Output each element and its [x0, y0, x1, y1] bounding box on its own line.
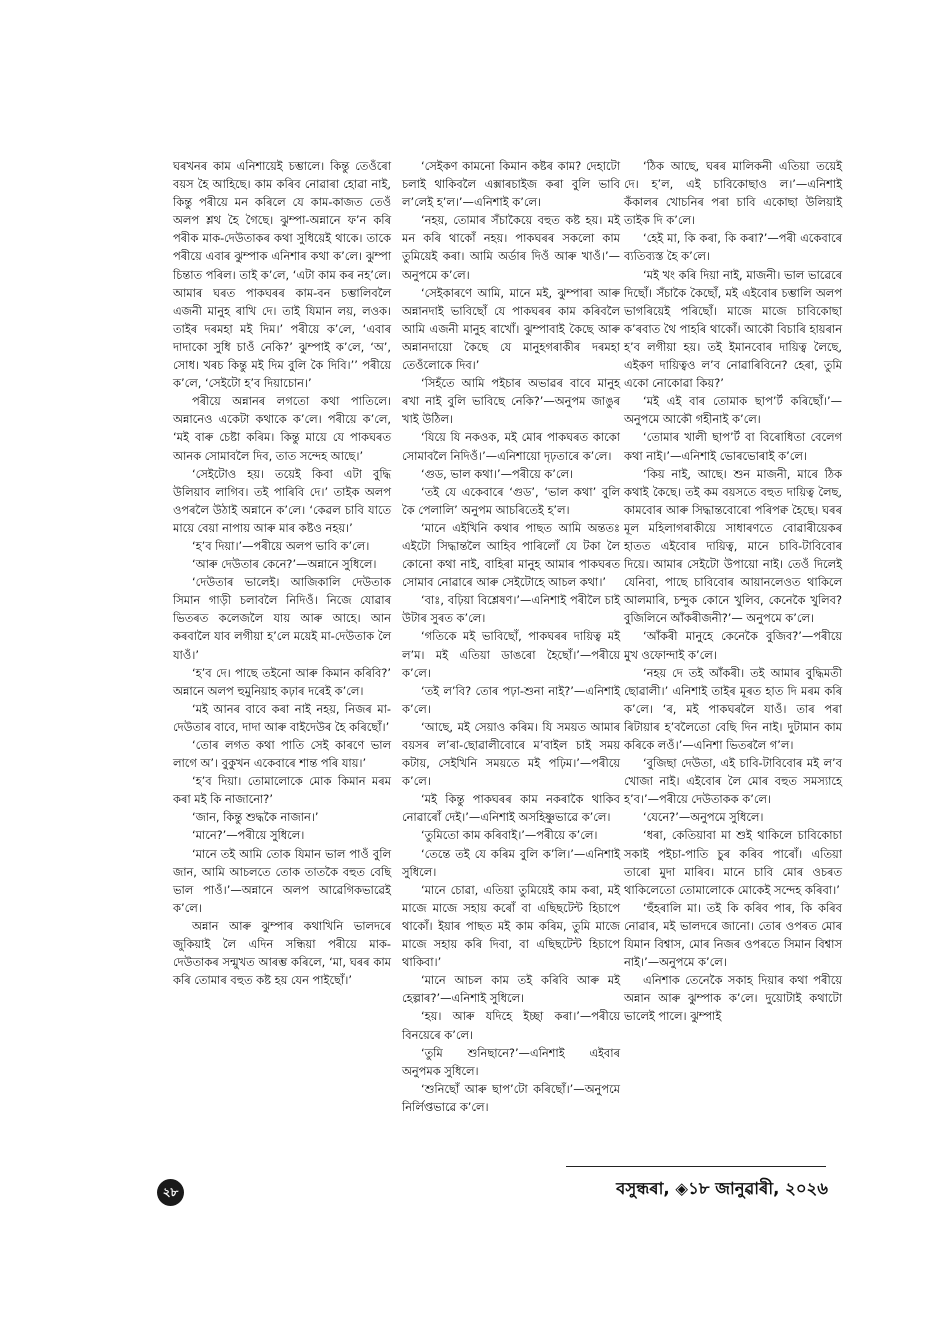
paragraph: ‘সিহঁতে আমি পইচাৰ অভাৱৰ বাবে মানুহ ৰখা নাই বুলি ভাবিছে নেকি?’—অনুপম জাঙুৰ খাই উঠিল।	[402, 376, 620, 427]
paragraph: ‘তেন্তে তই যে কৰিম বুলি ক’লি।’—এনিশাই সুধিলে।	[402, 846, 620, 879]
paragraph: ‘সেইকণ কামনো কিমান কষ্টৰ কাম? দেহাটো চলাই থাকিবলৈ এক্সাৰচাইজ কৰা বুলি ভাবি ল’লেই হ’ল।’—এনিশাই ক’লে।	[402, 159, 620, 210]
paragraph: অন্নান আৰু ঝুম্পাৰ কথাখিনি ভালদৰে জুকিয়াই লৈ এদিন সন্ধিয়া পৰীয়ে মাক-দেউতাকৰ সন্মুখত আৰম্ভ কৰিলে, ‘মা, ঘৰৰ কাম কৰি তোমাৰ বহুত কষ্ট হয় যেন পাইছোঁ।’	[173, 918, 391, 988]
paragraph: ‘দেউতাৰ ভালেই। আজিকালি দেউতাক সিমান গাড়ী চলাবলৈ নিদিওঁ। নিজে যোৱাৰ ভিতৰত কলেজলৈ যায় আৰু আহে। আন কৰবালৈ যাব লগীয়া হ’লে ময়েই মা-দেউতাক লৈ যাওঁ।’	[173, 575, 391, 662]
paragraph: ‘তই ল’বি? তোৰ পঢ়া-শুনা নাই?’—এনিশাই ক’লে।	[402, 683, 620, 716]
paragraph: ‘আঁকৰী মানুহে কেনেকৈ বুজিব?’—পৰীয়ে মুখ ওফোন্দাই ক’লে।	[624, 629, 842, 662]
paragraph: ‘মানে চোৱা, এতিয়া তুমিয়েই কাম কৰা, মই মাজে মাজে সহায় কৰোঁ বা এছিছটেন্ট হিচাপে থাকোঁ। ইয়াৰ পাছত মই কাম কৰিম, তুমি মাজে মাজে সহায় কৰি দিবা, বা এছিছটেন্ট হিচাপে থাকিবা।’	[402, 882, 620, 970]
paragraph: ‘হেই মা, কি কৰা, কি কৰা?’—পৰী একেবাৰে ব্যতিব্যস্ত হৈ ক’লে।	[624, 231, 842, 264]
paragraph: ‘যিয়ে যি নকওক, মই মোৰ পাকঘৰত কাকো সোমাবলৈ নিদিওঁ।’—এনিশায়ো দৃঢ়তাৰে ক’লে।	[402, 430, 620, 463]
paragraph: পৰীয়ে অন্নানৰ লগতো কথা পাতিলে। অন্নানেও একেটা কথাকে ক’লে। পৰীয়ে ক’লে, ‘মই বাৰু চেষ্টা কৰিম। কিন্তু মায়ে যে পাকঘৰত আনক সোমাবলৈ দিব, তাত সন্দেহ আছে।’	[173, 394, 391, 463]
paragraph: ‘সেইটোও হয়। তয়েই কিবা এটা বুদ্ধি উলিয়াব লাগিব। তই পাৰিবি দে।’ তাইক অলপ ওপৰলৈ উঠাই অন্নানে ক’লে। ‘কেৱল চাবি যাতে মায়ে বেয়া নাপায় আৰু মাৰ কষ্টও নহয়।’	[173, 466, 391, 535]
paragraph: ‘আছে, মই সেয়াও কৰিম। যি সময়ত আমাৰ বয়সৰ ল’ৰা-ছোৱালীবোৰে ম’বাইল চাই সময় কটায়, সেইখিনি সময়তে মই পঢ়িম।’—পৰীয়ে ক’লে।	[402, 719, 620, 789]
paragraph: ‘মই আনৰ বাবে কৰা নাই নহয়, নিজৰ মা-দেউতাৰ বাবে, দাদা আৰু বাইদেউৰ হৈ কৰিছোঁ।’	[173, 701, 391, 734]
paragraph: ‘মানে?’—পৰীয়ে সুধিলে।	[192, 828, 305, 843]
paragraph: এনিশাক তেনেকৈ সকাহ দিয়াৰ কথা পৰীয়ে অন্নান আৰু ঝুম্পাক ক’লে। দুয়োটাই কথাটো ভালেই পালে। ঝুম্পাই	[624, 973, 842, 1024]
paragraph: ‘গুড, ভাল কথা।’—পৰীয়ে ক’লে।	[421, 466, 574, 481]
paragraph: ‘মানে আচল কাম তই কৰিবি আৰু মই হেল্পাৰ?’—এনিশাই সুধিলে।	[402, 973, 620, 1006]
footer-rule	[566, 1166, 826, 1167]
paragraph: ‘নহয় দে তই আঁকৰী। তই আমাৰ বুদ্ধিমতী ছোৱালী।’ এনিশাই তাইৰ মূৰত হাত দি মৰম কৰি ক’লে। ‘ৰ, মই পাকঘৰলৈ যাওঁ। তাৰ পৰা ৰিটায়াৰ হ’বলৈতো বেছি দিন নাই। দুটামান কাম কৰিকে লওঁ।’—এনিশা ভিতৰলৈ গ’ল।	[624, 665, 842, 752]
paragraph: ঘৰখনৰ কাম এনিশায়েই চম্ভালে। কিন্তু তেওঁৰো বয়স হৈ আহিছে। কাম কৰিব নোৱাৰা হোৱা নাই, কিন্তু পৰীয়ে মন কৰিলে যে কাম-কাজত তেওঁ অলপ শ্লথ হৈ গৈছে। ঝুম্পা-অন্নানে ফ’ন কৰি পৰীক মাক-দেউতাকৰ কথা সুধিয়েই থাকে। তাকে পৰীয়ে এবাৰ ঝুম্পাক এনিশাৰ কথা ক’লে। ঝুম্পা চিন্তাত পৰিল। তাই ক’লে, ‘এটা কাম কৰ নহ’লে। আমাৰ ঘৰত পাকঘৰৰ কাম-বন চম্ভালিবলৈ এজনী মানুহ ৰাখি দে। তাই যিমান লয়, লওক। তাইৰ দৰমহা মই দিম।’ পৰীয়ে ক’লে, ‘এবাৰ দাদাকো সুধি চাওঁ নেকি?’ ঝুম্পাই ক’লে, ‘অ’, সোধ। খৰচ কিন্তু মই দিম বুলি কৈ দিবি।’’ পৰীয়ে ক’লে, ‘সেইটো হ’ব দিয়াচোন।’	[173, 159, 391, 391]
paragraph: ‘আৰু দেউতাৰ কেনে?’—অন্নানে সুধিলে।	[192, 557, 377, 572]
paragraph: ‘নহয়, তোমাৰ সঁচাকৈয়ে বহুত কষ্ট হয়। মই মন কৰি থাকোঁ নহয়। পাকঘৰৰ সকলো কাম তুমিয়েই কৰা। আমি অৰ্ডাৰ দিওঁ আৰু খাওঁ।’—অনুপমে ক’লে।	[402, 213, 620, 282]
paragraph: ‘শুনিছোঁ আৰু ছাপ’টো কৰিছোঁ।’—অনুপমে নিৰ্লিপ্তভাৱে ক’লে।	[402, 1081, 620, 1114]
paragraph: ‘হ’ব দিয়া। তোমালোকে মোক কিমান মৰম কৰা মই কি নাজানো?’	[173, 774, 391, 807]
paragraph: ‘তই যে একেবাৰে ‘গুড’, ‘ভাল কথা’ বুলি কৈ পেলালি’ অনুপম আচৰিতেই হ’ল।	[402, 484, 620, 517]
paragraph: ‘হ’ব দিয়া।’—পৰীয়ে অলপ ভাবি ক’লে।	[192, 538, 370, 553]
paragraph: ‘বাঃ, বঢ়িয়া বিশ্লেষণ।’—এনিশাই পৰীলৈ চাই উটাৰ সুৰত ক’লে।	[402, 593, 620, 626]
paragraph: ‘তোৰ লগত কথা পাতি সেই কাৰণে ভাল লাগে অ’। বুকুখন একেবাৰে শান্ত পৰি যায়।’	[173, 738, 391, 771]
paragraph: ‘তোমাৰ খালী ছাপ’ৰ্ট বা বিৰোধিতা বেলেগ কথা নাই।’—এনিশাই ভোৰভোৰাই ক’লে।	[624, 430, 842, 463]
text-column-2	[402, 157, 620, 1116]
paragraph: ‘তুমি শুনিছানে?’—এনিশাই এইবাৰ অনুপমক সুধিলে।	[402, 1045, 620, 1078]
page-number: ২৮	[157, 1179, 184, 1206]
paragraph: ‘তুমিতো কাম কৰিবাই।’—পৰীয়ে ক’লে।	[421, 828, 598, 843]
paragraph: ‘কিয় নাই, আছে। শুন মাজনী, মাৰে ঠিক কথাই কৈছে। তই কম বয়সতে বহুত দায়িত্ব লৈছ, কামবোৰ আৰু সিদ্ধান্তবোৰো পৰিপক্ব হৈছে। ঘৰৰ মূল মহিলাগৰাকীয়ে সাধাৰণতে বোৱাৰীয়েকৰ হাতত এইবোৰ দায়িত্ব, মানে চাবি-টাবিবোৰ দিয়ে। আমাৰ সেইটো উপায়ো নাই। তেওঁ দিলেই যেনিবা, পাছে চাবিবোৰ আয়ানলেওত থাকিলে আলমাৰি, চন্দুক কোনে খুলিব, কেনেকৈ খুলিব? বুজিলিনে আঁকৰীজনী?’— অনুপমে ক’লে।	[624, 466, 842, 626]
paragraph: ‘গতিকে মই ভাবিছোঁ, পাকঘৰৰ দায়িত্ব মই ল’ম। মই এতিয়া ডাঙৰো হৈছোঁ।’—পৰীয়ে ক’লে।	[402, 629, 620, 680]
publication-footer: বসুন্ধৰা, ◈১৮ জানুৱাৰী, ২০২৬	[616, 1179, 828, 1198]
paragraph: ‘মানে তই আমি তোক যিমান ভাল পাওঁ বুলি জান, আমি আচলতে তোক তাতকৈ বহুত বেছি ভাল পাওঁ।’—অন্নানে অলপ আৱেগিকভাৱেই ক’লে।	[173, 846, 391, 915]
paragraph: ‘জান, কিন্তু শুদ্ধকৈ নাজান।’	[192, 810, 319, 825]
paragraph: ‘মই কিন্তু পাকঘৰৰ কাম নকৰাকৈ থাকিব নোৱাৰোঁ দেই।’—এনিশাই অসহিষ্ণুভাৱে ক’লে।	[402, 792, 620, 825]
paragraph: ‘ধৰা, কেতিয়াবা মা শুই থাকিলে চাবিকোচা সকাই পইচা-পাতি চুৰ কৰিব পাৰোঁ। এতিয়া তাৰো মুদা মাৰিব। মানে চাবি মোৰ ওচৰত থাকিলেতো তোমালোকে মোকেই সন্দেহ কৰিবা।’	[624, 828, 842, 897]
paragraph: ‘যেনে?’—অনুপমে সুধিলে।	[643, 810, 764, 825]
paragraph: ‘হ’ব দে। পাছে তইনো আৰু কিমান কৰিবি?’ অন্নানে অলপ হুমুনিয়াহ কঢ়াৰ দৰেই ক’লে।	[173, 665, 391, 698]
paragraph: ‘বুজিছা দেউতা, এই চাবি-টাবিবোৰ মই ল’ব খোজা নাই। এইবোৰ লৈ মোৰ বহুত সমস্যাহে হ’ব।’—পৰীয়ে দেউতাকক ক’লে।	[624, 756, 842, 807]
paragraph: ‘হয়। আৰু যদিহে ইচ্ছা কৰা।’—পৰীয়ে বিনয়েৰে ক’লে।	[402, 1009, 620, 1042]
text-column-1	[173, 157, 391, 989]
paragraph: ‘সেইকাৰণে আমি, মানে মই, ঝুম্পাৰা আৰু অন্নানদাই ভাবিছোঁ যে পাকঘৰৰ কাম কৰিবলৈ আমি এজনী মানুহ ৰাখোঁ। ঝুম্পাবাই কৈছে আৰু অন্নানদায়ো কৈছে যে মানুহগৰাকীৰ দৰমহা তেওঁলোকে দিব।’	[402, 285, 620, 373]
paragraph: ‘মই খং কৰি দিয়া নাই, মাজনী। ভাল ভাৱেৰে দিছোঁ। সঁচাকৈ কৈছোঁ, মই এইবোৰ চম্ভালি অলপ ভাগৰিয়েই পৰিছোঁ। মাজে মাজে চাবিকোছা ক’ৰবাত থৈ পাহৰি থাকোঁ। আকৌ বিচাৰি হায়ৰান হ’ব লগীয়া হয়। তই ইমানবোৰ দায়িত্ব লৈছে, এইকণ দায়িত্বও ল’ব নোৱাৰিবিনে? হেৰা, তুমি একো নোকোৱা কিয়?’	[624, 267, 842, 391]
text-column-3	[624, 157, 842, 1026]
paragraph: ‘ঠিক আছে, ঘৰৰ মালিকনী এতিয়া তয়েই দে। হ’ল, এই চাবিকোছাও ল।’—এনিশাই কঁকালৰ খোচনিৰ পৰা চাবি একোছা উলিয়াই তাইক দি ক’লে।	[624, 159, 842, 228]
paragraph: ‘মানে এইখিনি কথাৰ পাছত আমি অন্ততঃ এইটো সিদ্ধান্তলৈ আহিব পাৰিলোঁ যে টকা লৈ কোনো কথা নাই, বাহিৰা মানুহ আমাৰ পাকঘৰত সোমাব নোৱাৰে আৰু সেইটোহে আচল কথা।’	[402, 520, 620, 590]
paragraph: ‘হুঁহৰালি মা। তই কি কৰিব পাৰ, কি কৰিব নোৱাৰ, মই ভালদৰে জানো। তোৰ ওপৰত মোৰ যিমান বিশ্বাস, মোৰ নিজৰ ওপৰতে সিমান বিশ্বাস নাই।’—অনুপমে ক’লে।	[624, 900, 842, 970]
paragraph: ‘মই এই বাৰ তোমাক ছাপ’ৰ্ট কৰিছোঁ।’— অনুপমে আকৌ গহীনাই ক’লে।	[624, 394, 842, 427]
